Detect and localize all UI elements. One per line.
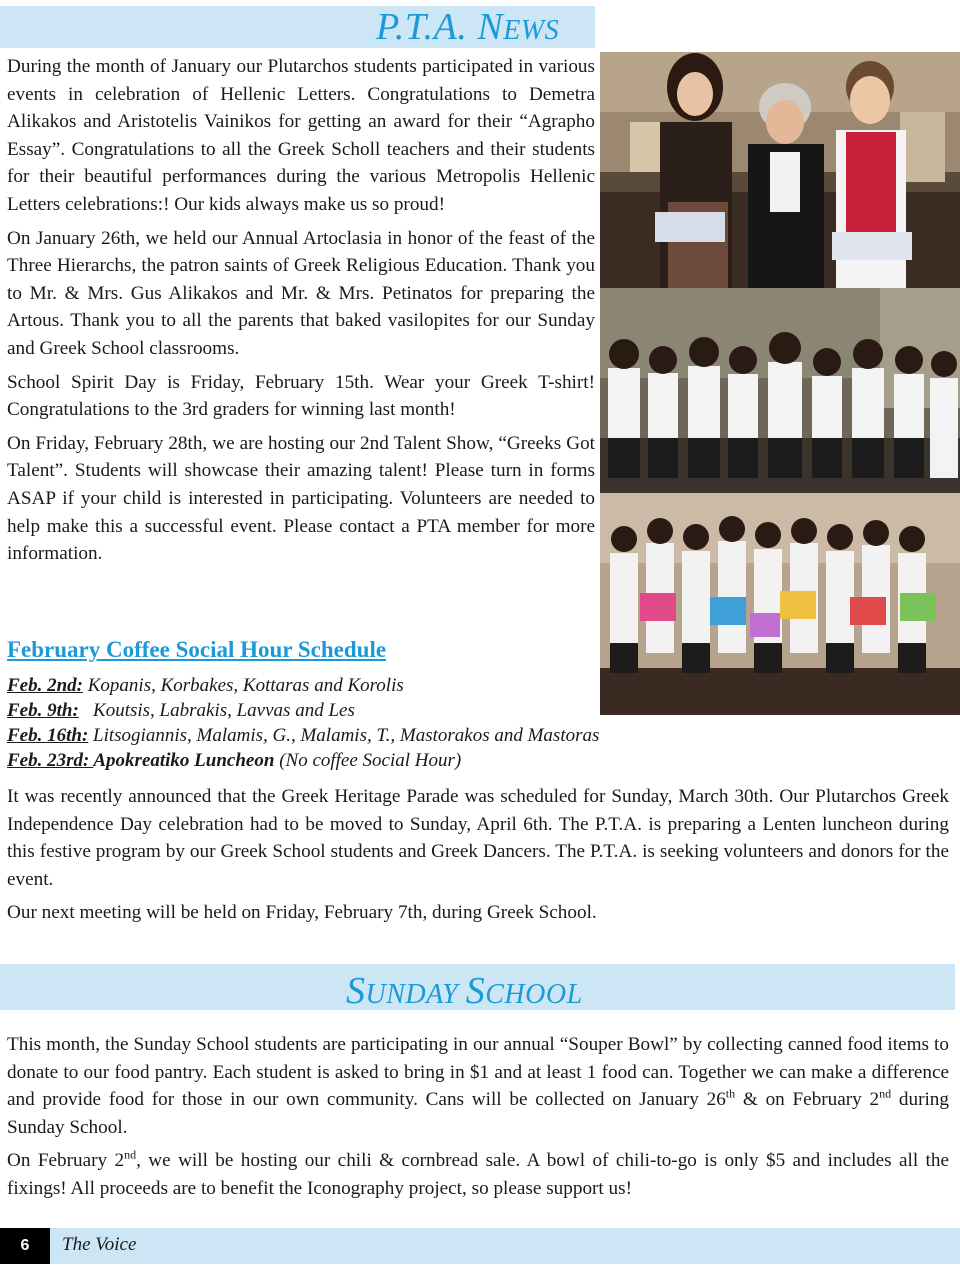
pta-news-column	[7, 53, 595, 574]
photo-award-recipients	[600, 52, 960, 288]
schedule-row: Feb. 23rd: Apokreatiko Luncheon (No coffee Social Hour)	[7, 750, 462, 771]
publication-name: The Voice	[62, 1234, 137, 1255]
pta-paragraph-artoclasia: On January 26th, we held our Annual Artoclasia in honor of the feast of the Three Hierarchs, the patron saints of Greek Religious Education. Thank you to Mr. & Mrs. Gus Alikakos and Mr. & Mrs. Petinatos for preparing the Artous. Thank you to all the parents that baked vasilopites for our Sunday and Greek School classrooms.	[7, 227, 595, 359]
schedule-row: Feb. 9th: Koutsis, Labrakis, Lavvas and Les	[7, 700, 355, 721]
sunday-school-section	[7, 1031, 949, 1209]
coffee-schedule-list	[7, 673, 707, 773]
pta-news-title: P.T.A. NEWS	[376, 6, 560, 48]
photo-students-stage	[600, 288, 960, 493]
coffee-schedule-title: February Coffee Social Hour Schedule	[7, 637, 387, 662]
footer-band	[0, 1228, 960, 1264]
pta-full-width-section	[7, 783, 949, 933]
schedule-row: Feb. 16th: Litsogiannis, Malamis, G., Malamis, T., Mastorakos and Mastoras	[7, 725, 600, 746]
pta-paragraph-heritage-parade: It was recently announced that the Greek Heritage Parade was scheduled for Sunday, March 30th. Our Plutarchos Greek Independence Day celebration had to be moved to Sunday, April 6th. The P.T.A. is preparing a Lenten luncheon during this festive program by our Greek School students and Greek Dancers. The P.T.A. is seeking volunteers and donors for the event.	[7, 786, 949, 890]
sunday-school-title: SUNDAY SCHOOL	[346, 970, 583, 1012]
pta-paragraph-next-meeting: Our next meeting will be held on Friday, February 7th, during Greek School.	[7, 902, 597, 924]
pta-paragraph-hellenic-letters: During the month of January our Plutarchos students participated in various events in celebration of Hellenic Letters. Congratulations to Demetra Alikakos and Aristotelis Vainikos for getting an award for their “Agrapho Essay”. Congratulations to all the Greek Scholl teachers and their students for their beautiful performances during the various Metropolis Hellenic Letters celebrations:! Our kids always make us so proud!	[7, 56, 595, 215]
schedule-row: Feb. 2nd: Kopanis, Korbakes, Kottaras and Korolis	[7, 675, 404, 696]
sunday-paragraph-souper-bowl: This month, the Sunday School students are participating in our annual “Souper Bowl” by collecting canned food items to donate to our food pantry. Each student is asked to bring in $1 and at least 1 food can. Together we can make a difference and provide food for those in our own community. Cans will be collected on January 26th & on February 2nd during Sunday School.	[7, 1034, 949, 1138]
page-number: 6	[0, 1228, 50, 1264]
sunday-paragraph-chili-sale: On February 2nd, we will be hosting our chili & cornbread sale. A bowl of chili-to-go is only $5 and includes all the fixings! All proceeds are to benefit the Iconography project, so please support us!	[7, 1147, 950, 1199]
pta-paragraph-spirit-day: School Spirit Day is Friday, February 15th. Wear your Greek T-shirt! Congratulations to the 3rd graders for winning last month!	[7, 371, 595, 421]
pta-paragraph-talent-show: On Friday, February 28th, we are hosting our 2nd Talent Show, “Greeks Got Talent”. Students will showcase their amazing talent! Please turn in forms ASAP if your child is interested in participating. Volunteers are needed to help make this a successful event. Please contact a PTA member for more information.	[7, 432, 595, 565]
